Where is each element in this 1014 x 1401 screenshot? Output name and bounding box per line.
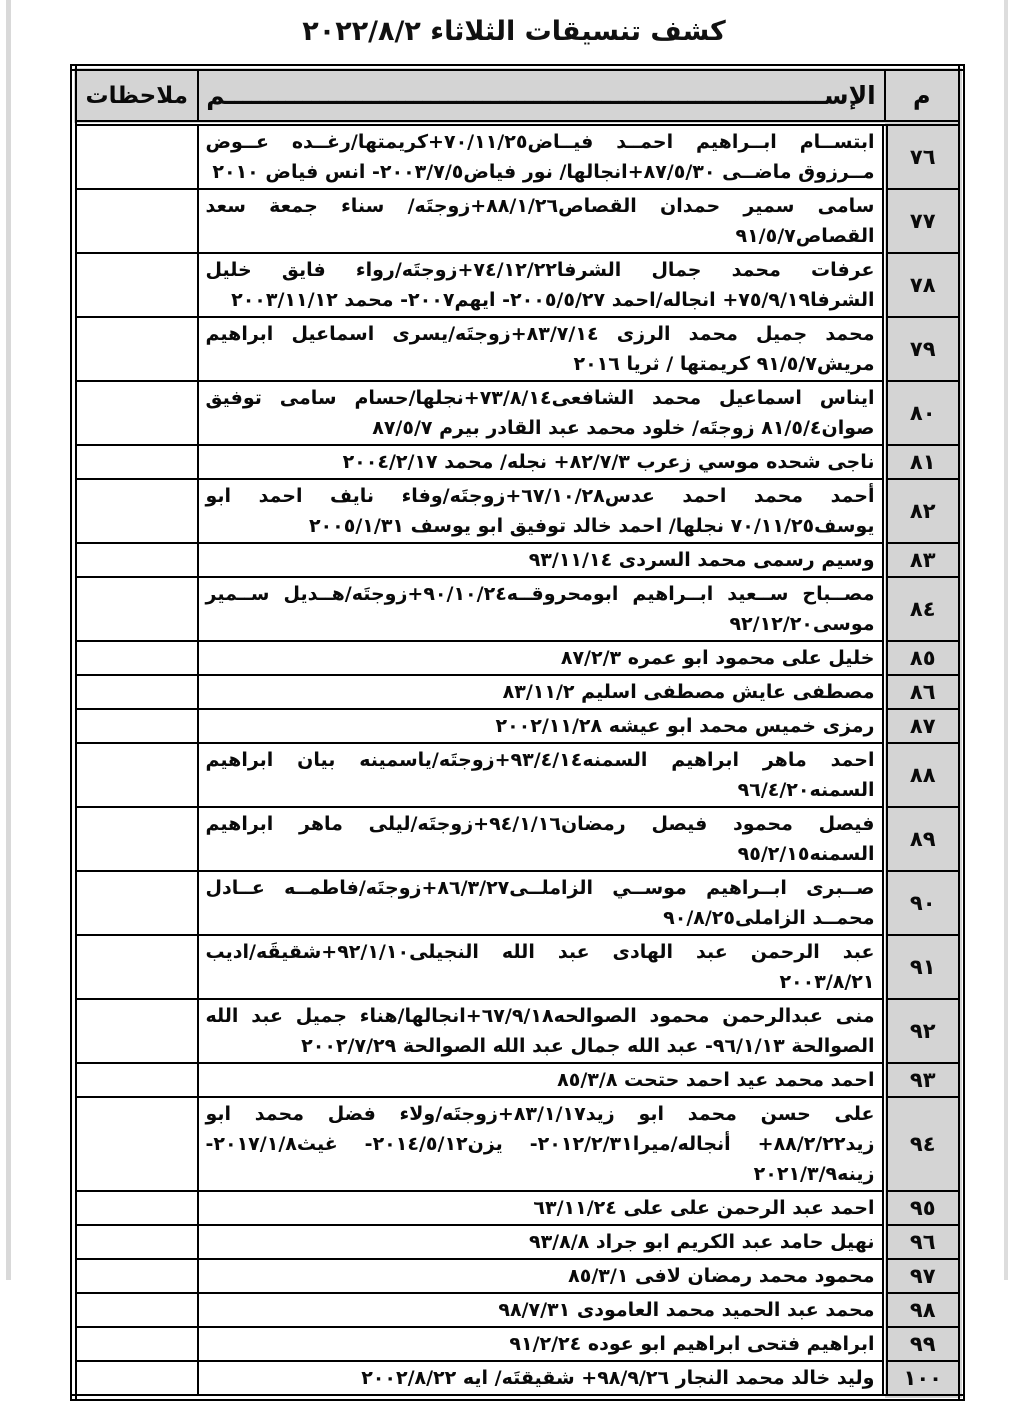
table-row: [74, 1361, 962, 1398]
row-number-cell: ٩٩: [885, 1327, 962, 1361]
row-name-cell: ناجى شحده موسي زعرب ٨٢/٧/٣+ نجله/ محمد ٢٠٠٤/٢/١٧: [198, 445, 885, 479]
row-name-cell: عرفات محمد جمال الشرفا٧٤/١٢/٢٢+زوجتَه/رواء فايق خليل الشرفا٧٥/٩/١٩+ انجاله/احمد ٢٠٠٥/٥/٢٧- ايهم٢٠٠٧- محمد ٢٠٠٣/١١/١٢: [198, 253, 885, 317]
row-number-cell: ٨٤: [885, 577, 962, 641]
table-row: [74, 1293, 962, 1327]
table-row: [74, 675, 962, 709]
row-number-cell: ٨٥: [885, 641, 962, 675]
table-row: [74, 935, 962, 999]
table-row: [74, 543, 962, 577]
table-row: [74, 641, 962, 675]
table-row: [74, 1191, 962, 1225]
row-number-cell: ١٠٠: [885, 1361, 962, 1398]
row-number-cell: ٩٤: [885, 1097, 962, 1191]
row-notes-cell: [74, 1097, 198, 1191]
row-number-cell: ٩٠: [885, 871, 962, 935]
scan-edge-left: [6, 0, 11, 1280]
row-name-cell: محمود محمد رمضان لافى ٨٥/٣/١: [198, 1259, 885, 1293]
table-row: [74, 253, 962, 317]
table-row: [74, 1259, 962, 1293]
table-row: [74, 1097, 962, 1191]
row-number-cell: ٨٦: [885, 675, 962, 709]
row-notes-cell: [74, 479, 198, 543]
row-notes-cell: [74, 1327, 198, 1361]
table-row: [74, 807, 962, 871]
row-number-cell: ٧٧: [885, 189, 962, 253]
table-body: [74, 123, 962, 1398]
scan-edge-right: [1004, 0, 1008, 1280]
table-row: [74, 743, 962, 807]
row-name-cell: صــبرى ابــراهيم موســي الزاملــى٨٦/٣/٢٧+زوجتَه/فاطمــه عــادل محمــد الزاملى٩٠/٨/٢٥: [198, 871, 885, 935]
row-name-cell: فيصل محمود فيصل رمضان٩٤/١/١٦+زوجتَه/ليلى ماهر ابراهيم السمنه٩٥/٢/١٥: [198, 807, 885, 871]
row-notes-cell: [74, 543, 198, 577]
row-name-cell: احمد ماهر ابراهيم السمنه٩٣/٤/١٤+زوجتَه/ياسمينه بيان ابراهيم السمنه٩٦/٤/٢٠: [198, 743, 885, 807]
table-row: [74, 317, 962, 381]
row-name-cell: مصطفى عايش مصطفى اسليم ٨٣/١١/٢: [198, 675, 885, 709]
row-number-cell: ٩٥: [885, 1191, 962, 1225]
table-row: [74, 1063, 962, 1097]
row-number-cell: ٨٣: [885, 543, 962, 577]
row-name-cell: محمد عبد الحميد محمد العامودى ٩٨/٧/٣١: [198, 1293, 885, 1327]
page-title: كشف تنسيقات الثلاثاء ٢٠٢٢/٨/٢: [302, 16, 726, 47]
row-name-cell: ابتســام ابــراهيم احمــد فيــاض٧٠/١١/٢٥+كريمتها/رغــده عــوض مــرزوق ماضــى ٨٧/٥/٣٠+انجالها/ نور فياض٢٠٠٣/٧/٥- انس فياض ٢٠١٠: [198, 123, 885, 189]
row-name-cell: رمزى خميس محمد ابو عيشه ٢٠٠٢/١١/٢٨: [198, 709, 885, 743]
table-row: [74, 999, 962, 1063]
table-row: [74, 445, 962, 479]
row-notes-cell: [74, 871, 198, 935]
row-name-cell: سامى سمير حمدان القصاص٨٨/١/٢٦+زوجتَه/ سناء جمعة سعد القصاص٩١/٥/٧: [198, 189, 885, 253]
row-number-cell: ٩٦: [885, 1225, 962, 1259]
row-name-cell: مصــباح ســعيد ابــراهيم ابومحروقــه٩٠/١٠/٢٤+زوجتَه/هــديل ســمير موسى٩٢/١٢/٢٠: [198, 577, 885, 641]
row-name-cell: احمد عبد الرحمن على على ٦٣/١١/٢٤: [198, 1191, 885, 1225]
row-number-cell: ٧٩: [885, 317, 962, 381]
row-name-cell: خليل على محمود ابو عمره ٨٧/٢/٣: [198, 641, 885, 675]
row-number-cell: ٨٨: [885, 743, 962, 807]
row-notes-cell: [74, 1293, 198, 1327]
row-name-cell: احمد محمد عيد احمد حتحت ٨٥/٣/٨: [198, 1063, 885, 1097]
row-name-cell: عبد الرحمن عبد الهادى عبد الله النجيلى٩٢/١/١٠+شقيقَه/اديب ٢٠٠٣/٨/٢١: [198, 935, 885, 999]
row-name-cell: منى عبدالرحمن محمود الصوالحه٦٧/٩/١٨+انجالها/هناء جميل عبد الله الصوالحة ٩٦/١/١٣- عبد الله جمال عبد الله الصوالحة ٢٠٠٢/٧/٢٩: [198, 999, 885, 1063]
row-notes-cell: [74, 1361, 198, 1398]
row-number-cell: ٨١: [885, 445, 962, 479]
row-notes-cell: [74, 807, 198, 871]
row-number-cell: ٩٢: [885, 999, 962, 1063]
row-name-cell: ايناس اسماعيل محمد الشافعى٧٣/٨/١٤+نجلها/حسام سامى توفيق صوان٨١/٥/٤ زوجتَه/ خلود محمد عبد القادر بيرم ٨٧/٥/٧: [198, 381, 885, 445]
row-notes-cell: [74, 743, 198, 807]
row-number-cell: ٨٩: [885, 807, 962, 871]
row-notes-cell: [74, 1063, 198, 1097]
row-notes-cell: [74, 1259, 198, 1293]
row-notes-cell: [74, 253, 198, 317]
row-notes-cell: [74, 123, 198, 189]
table-row: [74, 189, 962, 253]
table-row: [74, 871, 962, 935]
row-notes-cell: [74, 1225, 198, 1259]
table-row: [74, 123, 962, 189]
table-row: [74, 577, 962, 641]
row-number-cell: ٧٨: [885, 253, 962, 317]
table-header: [74, 68, 962, 124]
row-notes-cell: [74, 577, 198, 641]
row-notes-cell: [74, 675, 198, 709]
row-notes-cell: [74, 641, 198, 675]
row-name-cell: وليد خالد محمد النجار ٩٨/٩/٢٦+ شقيقتَه/ ايه ٢٠٠٢/٨/٢٢: [198, 1361, 885, 1398]
row-name-cell: ابراهيم فتحى ابراهيم ابو عوده ٩١/٢/٢٤: [198, 1327, 885, 1361]
row-name-cell: نهيل حامد عبد الكريم ابو جراد ٩٣/٨/٨: [198, 1225, 885, 1259]
row-number-cell: ٩١: [885, 935, 962, 999]
row-number-cell: ٨٧: [885, 709, 962, 743]
row-number-cell: ٨٢: [885, 479, 962, 543]
row-notes-cell: [74, 381, 198, 445]
row-number-cell: ٧٦: [885, 123, 962, 189]
table-row: [74, 1225, 962, 1259]
table-row: [74, 479, 962, 543]
row-number-cell: ٩٣: [885, 1063, 962, 1097]
header-notes: ملاحظات: [74, 68, 198, 124]
row-notes-cell: [74, 445, 198, 479]
row-notes-cell: [74, 189, 198, 253]
coordination-table: [70, 64, 965, 1401]
header-name: الإســــــــــــــــــــــــــــــــــــــــــــــــــــــــــــــــــــــم: [198, 68, 885, 124]
header-number: م: [885, 68, 962, 124]
row-notes-cell: [74, 1191, 198, 1225]
row-notes-cell: [74, 935, 198, 999]
row-notes-cell: [74, 709, 198, 743]
row-name-cell: على حسن محمد ابو زيد٨٣/١/١٧+زوجتَه/ولاء فضل محمد ابو زيد٨٨/٢/٢٢+ أنجاله/ميرا٢٠١٢/٢/٣١- يزن٢٠١٤/٥/١٢- غيث٢٠١٧/١/٨- زينه٢٠٢١/٣/٩: [198, 1097, 885, 1191]
table-row: [74, 709, 962, 743]
row-name-cell: أحمد محمد احمد عدس٦٧/١٠/٢٨+زوجتَه/وفاء نايف احمد ابو يوسف٧٠/١١/٢٥ نجلها/ احمد خالد توفيق ابو يوسف ٢٠٠٥/١/٣١: [198, 479, 885, 543]
row-notes-cell: [74, 317, 198, 381]
row-number-cell: ٩٨: [885, 1293, 962, 1327]
table-row: [74, 1327, 962, 1361]
row-number-cell: ٨٠: [885, 381, 962, 445]
row-notes-cell: [74, 999, 198, 1063]
row-number-cell: ٩٧: [885, 1259, 962, 1293]
row-name-cell: محمد جميل محمد الرزى ٨٣/٧/١٤+زوجتَه/يسرى اسماعيل ابراهيم مريش٩١/٥/٧ كريمتها / ثريا ٢٠١٦: [198, 317, 885, 381]
table-row: [74, 381, 962, 445]
row-name-cell: وسيم رسمى محمد السردى ٩٣/١١/١٤: [198, 543, 885, 577]
